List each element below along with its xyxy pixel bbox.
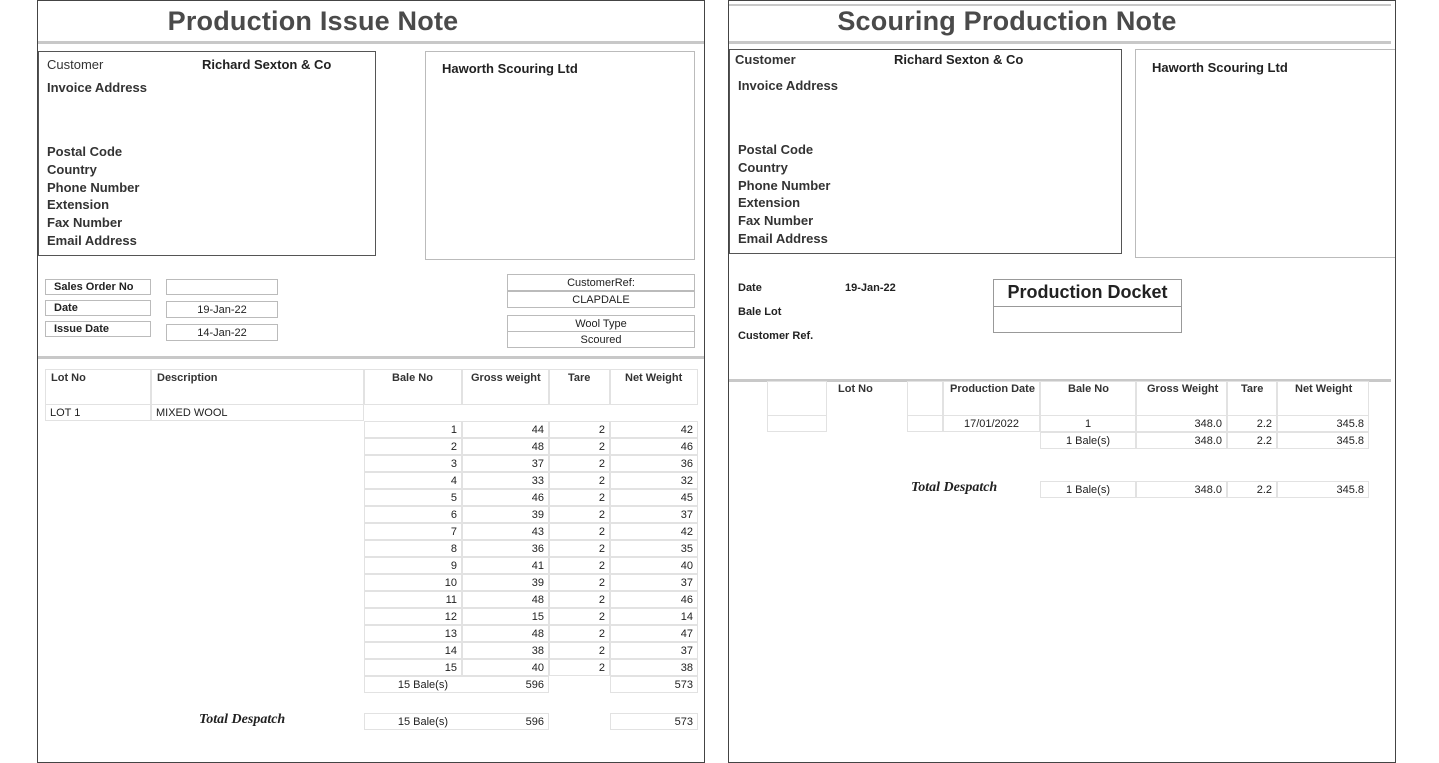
table-row-gross-weight: 44 xyxy=(531,424,544,436)
table-row-gross-weight-cell xyxy=(462,642,549,659)
wool-type-value-box xyxy=(507,331,695,348)
table-row-bale-no-cell xyxy=(364,557,462,574)
table-row-gross-weight: 39 xyxy=(531,577,544,589)
table-row-bale-no: 8 xyxy=(450,543,457,555)
subtotal-bales-cell xyxy=(1040,432,1136,449)
table-row-gross-weight: 48 xyxy=(531,441,544,453)
table-row-net-weight-cell xyxy=(610,506,698,523)
table-row-tare: 2 xyxy=(598,526,605,538)
subtotal-bales: 15 Bale(s) xyxy=(397,679,448,691)
customer-ref-label: CustomerRef: xyxy=(567,277,635,289)
table-row-tare-cell xyxy=(549,438,610,455)
company-name: Haworth Scouring Ltd xyxy=(1152,60,1288,75)
table-row-net-weight-cell xyxy=(610,472,698,489)
invoice-address-label: Invoice Address xyxy=(47,80,147,95)
customer-ref-label: Customer Ref. xyxy=(738,330,814,342)
table-row-net-weight: 45 xyxy=(680,492,693,504)
table-row-gross-weight: 48 xyxy=(531,628,544,640)
customer-name: Richard Sexton & Co xyxy=(894,52,1024,67)
table-row-net-weight: 40 xyxy=(680,560,693,572)
lot-no-cell xyxy=(45,404,151,421)
total-net-cell xyxy=(1277,481,1369,498)
table-row-net-weight: 14 xyxy=(680,611,693,623)
table-row-tare: 2 xyxy=(598,492,605,504)
subtotal-net: 345.8 xyxy=(1336,435,1364,447)
table-row-tare-cell xyxy=(549,421,610,438)
scouring-production-note-page xyxy=(728,0,1396,763)
column-header-lot-no: Lot No xyxy=(51,372,86,384)
table-row-gross-weight: 33 xyxy=(531,475,544,487)
total-net: 573 xyxy=(674,716,693,728)
gross-weight-cell xyxy=(1136,415,1227,432)
table-row-gross-weight: 38 xyxy=(531,645,544,657)
issue-date-value-text: 14-Jan-22 xyxy=(197,327,247,339)
table-row-net-weight-cell xyxy=(610,608,698,625)
table-row-tare-cell xyxy=(549,625,610,642)
total-gross: 348.0 xyxy=(1194,484,1222,496)
subtotal-tare: 2.2 xyxy=(1256,435,1272,447)
table-row-tare: 2 xyxy=(598,577,605,589)
table-row-spacer-cell xyxy=(907,415,943,432)
table-row-net-weight-cell xyxy=(610,642,698,659)
column-header-bale-no: Bale No xyxy=(392,372,433,384)
table-row-bale-no-cell xyxy=(364,489,462,506)
table-row-net-weight: 37 xyxy=(680,509,693,521)
table-row-tare-cell xyxy=(549,472,610,489)
table-divider xyxy=(38,356,704,359)
table-row-tare: 2 xyxy=(598,475,605,487)
table-row-bale-no: 14 xyxy=(444,645,457,657)
column-header-tare: Tare xyxy=(568,372,591,384)
customer-ref-value: CLAPDALE xyxy=(572,294,630,306)
description-value: MIXED WOOL xyxy=(156,407,228,419)
date-value-text: 19-Jan-22 xyxy=(197,304,247,316)
page-title: Scouring Production Note xyxy=(837,6,1177,36)
net-weight-value: 345.8 xyxy=(1336,418,1364,430)
table-row-net-weight: 37 xyxy=(680,645,693,657)
production-date-cell xyxy=(943,415,1040,432)
table-row-bale-no: 12 xyxy=(444,611,457,623)
company-box xyxy=(425,51,695,260)
table-row-bale-no: 13 xyxy=(444,628,457,640)
subtotal-net-cell xyxy=(1277,432,1369,449)
total-net: 345.8 xyxy=(1336,484,1364,496)
total-bales-cell xyxy=(364,713,549,730)
table-row-tare: 2 xyxy=(598,458,605,470)
table-row-gross-weight-cell xyxy=(462,574,549,591)
table-row-gross-weight: 39 xyxy=(531,509,544,521)
table-row-bale-no: 7 xyxy=(450,526,457,538)
customer-label: Customer xyxy=(735,52,796,67)
table-row-bale-no-cell xyxy=(364,438,462,455)
wool-type-label: Wool Type xyxy=(575,318,627,330)
table-row-gross-weight: 48 xyxy=(531,594,544,606)
column-header-lot-no: Lot No xyxy=(838,383,873,395)
phone-number-label: Phone Number xyxy=(47,180,140,195)
table-row-gross-weight-cell xyxy=(462,455,549,472)
table-row-bale-no: 4 xyxy=(450,475,457,487)
table-row-bale-no: 5 xyxy=(450,492,457,504)
table-row-tare: 2 xyxy=(598,628,605,640)
issue-date-label: Issue Date xyxy=(54,323,110,335)
table-row-gross-weight-cell xyxy=(462,659,549,676)
table-row-gross-weight: 37 xyxy=(531,458,544,470)
table-row-tare: 2 xyxy=(598,594,605,606)
table-row-tare-cell xyxy=(549,574,610,591)
column-header-net-weight: Net Weight xyxy=(625,372,683,384)
table-row-net-weight-cell xyxy=(610,557,698,574)
description-cell xyxy=(151,404,364,421)
table-row-gross-weight-cell xyxy=(462,506,549,523)
sales-order-label: Sales Order No xyxy=(54,281,134,293)
table-row-gross-weight: 43 xyxy=(531,526,544,538)
column-header-tare: Tare xyxy=(1241,383,1264,395)
table-row-gross-weight-cell xyxy=(462,608,549,625)
table-row-tare: 2 xyxy=(598,662,605,674)
total-gross: 596 xyxy=(525,716,544,728)
extension-label: Extension xyxy=(738,195,801,210)
table-row-bale-no-cell xyxy=(364,523,462,540)
table-row-gross-weight-cell xyxy=(462,489,549,506)
production-docket-divider xyxy=(993,306,1182,307)
column-header-gross-weight: Gross weight xyxy=(471,372,541,384)
table-row-net-weight-cell xyxy=(610,421,698,438)
extension-label: Extension xyxy=(47,197,110,212)
date-value: 19-Jan-22 xyxy=(845,282,896,294)
table-row-tare-cell xyxy=(549,659,610,676)
table-row-net-weight: 37 xyxy=(680,577,693,589)
table-row-net-weight: 42 xyxy=(680,424,693,436)
bale-lot-label: Bale Lot xyxy=(738,306,782,318)
tare-value: 2.2 xyxy=(1256,418,1272,430)
table-row-net-weight-cell xyxy=(610,540,698,557)
table-row-bale-no-cell xyxy=(364,625,462,642)
table-row-tare-cell xyxy=(549,540,610,557)
table-row-gross-weight-cell xyxy=(462,557,549,574)
column-header-description: Description xyxy=(157,372,218,384)
table-row-gross-weight: 15 xyxy=(531,611,544,623)
table-row-gross-weight: 46 xyxy=(531,492,544,504)
column-header-cell xyxy=(767,381,827,416)
table-row-bale-no: 2 xyxy=(450,441,457,453)
invoice-address-label: Invoice Address xyxy=(738,78,838,93)
column-header-gross-weight: Gross Weight xyxy=(1147,383,1219,395)
total-bales: 15 Bale(s) xyxy=(397,716,448,728)
fax-number-label: Fax Number xyxy=(738,213,814,228)
table-row-gross-weight-cell xyxy=(462,625,549,642)
table-row-tare: 2 xyxy=(598,543,605,555)
wool-type-label-box xyxy=(507,315,695,332)
phone-number-label: Phone Number xyxy=(738,178,831,193)
subtotal-gross: 348.0 xyxy=(1194,435,1222,447)
company-name: Haworth Scouring Ltd xyxy=(442,61,578,76)
email-address-label: Email Address xyxy=(738,231,828,246)
table-row-tare-cell xyxy=(549,489,610,506)
table-row-bale-no-cell xyxy=(364,591,462,608)
table-row-tare-cell xyxy=(549,557,610,574)
table-row-net-weight-cell xyxy=(610,455,698,472)
table-row-gross-weight-cell xyxy=(462,472,549,489)
column-header-net-weight: Net Weight xyxy=(1295,383,1353,395)
bale-no-cell xyxy=(1040,415,1136,432)
table-row-bale-no-cell xyxy=(364,608,462,625)
date-value xyxy=(166,301,278,318)
table-row-tare: 2 xyxy=(598,509,605,521)
column-header-production-date: Production Date xyxy=(950,383,1035,395)
table-row-bale-no-cell xyxy=(364,642,462,659)
table-row-tare-cell xyxy=(549,591,610,608)
bale-no-value: 1 xyxy=(1084,418,1092,430)
table-row-bale-no-cell xyxy=(364,540,462,557)
postal-code-label: Postal Code xyxy=(47,144,123,159)
title-divider xyxy=(38,41,704,44)
table-row-gross-weight-cell xyxy=(462,591,549,608)
table-row-gross-weight-cell xyxy=(462,523,549,540)
production-docket-title: Production Docket xyxy=(1007,282,1168,302)
table-row-net-weight: 32 xyxy=(680,475,693,487)
table-row-bale-no-cell xyxy=(364,472,462,489)
table-row-bale-no-cell xyxy=(364,421,462,438)
table-row-bale-no: 11 xyxy=(445,594,457,606)
table-row-tare: 2 xyxy=(598,611,605,623)
customer-label: Customer xyxy=(47,57,104,72)
table-row-net-weight-cell xyxy=(610,489,698,506)
column-header-cell xyxy=(907,381,943,416)
table-row-bale-no: 3 xyxy=(450,458,457,470)
total-tare: 2.2 xyxy=(1256,484,1272,496)
net-weight-cell xyxy=(1277,415,1369,432)
issue-date-value xyxy=(166,324,278,341)
table-row-net-weight-cell xyxy=(610,438,698,455)
table-row-tare-cell xyxy=(549,506,610,523)
customer-ref-label-box xyxy=(507,274,695,291)
table-row-gross-weight-cell xyxy=(462,540,549,557)
table-row-gross-weight-cell xyxy=(462,421,549,438)
table-row-tare-cell xyxy=(549,642,610,659)
table-row-tare-cell xyxy=(549,455,610,472)
total-net-cell xyxy=(610,713,698,730)
total-bales-cell xyxy=(1040,481,1136,498)
table-row-bale-no: 6 xyxy=(450,509,457,521)
table-row-bale-no: 9 xyxy=(450,560,457,572)
total-tare-cell xyxy=(1227,481,1277,498)
table-row-net-weight-cell xyxy=(610,625,698,642)
email-address-label: Email Address xyxy=(47,233,137,248)
table-row-bale-no: 10 xyxy=(444,577,457,589)
subtotal-gross: 596 xyxy=(525,679,544,691)
table-row-gross-weight: 36 xyxy=(531,543,544,555)
subtotal-bales: 1 Bale(s) xyxy=(1065,435,1111,447)
subtotal-gross-cell xyxy=(1136,432,1227,449)
customer-name: Richard Sexton & Co xyxy=(202,57,332,72)
table-row-gross-weight: 40 xyxy=(531,662,544,674)
table-row-net-weight: 47 xyxy=(680,628,693,640)
customer-ref-value-box xyxy=(507,291,695,308)
total-bales: 1 Bale(s) xyxy=(1065,484,1111,496)
table-row-tare: 2 xyxy=(598,424,605,436)
table-row-net-weight: 36 xyxy=(680,458,693,470)
page-title: Production Issue Note xyxy=(167,6,459,36)
table-row-tare: 2 xyxy=(598,441,605,453)
production-date-value: 17/01/2022 xyxy=(963,418,1020,430)
table-row-net-weight-cell xyxy=(610,523,698,540)
table-row-tare-cell xyxy=(549,608,610,625)
table-row-net-weight: 35 xyxy=(680,543,693,555)
production-issue-note-page xyxy=(37,0,705,763)
table-row-lot-cell xyxy=(767,415,827,432)
table-row-bale-no: 15 xyxy=(444,662,457,674)
table-row-bale-no-cell xyxy=(364,659,462,676)
table-row-net-weight-cell xyxy=(610,591,698,608)
subtotal-bales-cell xyxy=(364,676,549,693)
table-row-bale-no-cell xyxy=(364,574,462,591)
table-row-bale-no-cell xyxy=(364,455,462,472)
total-gross-cell xyxy=(1136,481,1227,498)
subtotal-net-cell xyxy=(610,676,698,693)
table-row-tare-cell xyxy=(549,523,610,540)
total-despatch-label: Total Despatch xyxy=(199,712,286,727)
country-label: Country xyxy=(738,160,788,175)
country-label: Country xyxy=(47,162,97,177)
table-row-net-weight: 46 xyxy=(680,594,693,606)
sales-order-value xyxy=(166,279,278,295)
table-row-net-weight: 46 xyxy=(680,441,693,453)
table-row-net-weight-cell xyxy=(610,659,698,676)
table-row-net-weight: 42 xyxy=(680,526,693,538)
table-row-gross-weight-cell xyxy=(462,438,549,455)
table-row-tare: 2 xyxy=(598,645,605,657)
table-row-net-weight-cell xyxy=(610,574,698,591)
postal-code-label: Postal Code xyxy=(738,142,814,157)
wool-type-value: Scoured xyxy=(580,334,622,346)
date-label: Date xyxy=(738,282,762,294)
table-row-tare: 2 xyxy=(598,560,605,572)
total-despatch-label: Total Despatch xyxy=(911,480,998,495)
gross-weight-value: 348.0 xyxy=(1194,418,1222,430)
subtotal-net: 573 xyxy=(674,679,693,691)
table-row-bale-no: 1 xyxy=(450,424,457,436)
column-header-bale-no: Bale No xyxy=(1068,383,1109,395)
table-row-bale-no-cell xyxy=(364,506,462,523)
table-row-net-weight: 38 xyxy=(680,662,693,674)
lot-no-value: LOT 1 xyxy=(50,407,81,419)
subtotal-tare-cell xyxy=(1227,432,1277,449)
tare-cell xyxy=(1227,415,1277,432)
table-row-gross-weight: 41 xyxy=(531,560,544,572)
title-divider xyxy=(729,41,1391,44)
fax-number-label: Fax Number xyxy=(47,215,123,230)
date-label: Date xyxy=(54,302,78,314)
company-box xyxy=(1135,49,1395,258)
